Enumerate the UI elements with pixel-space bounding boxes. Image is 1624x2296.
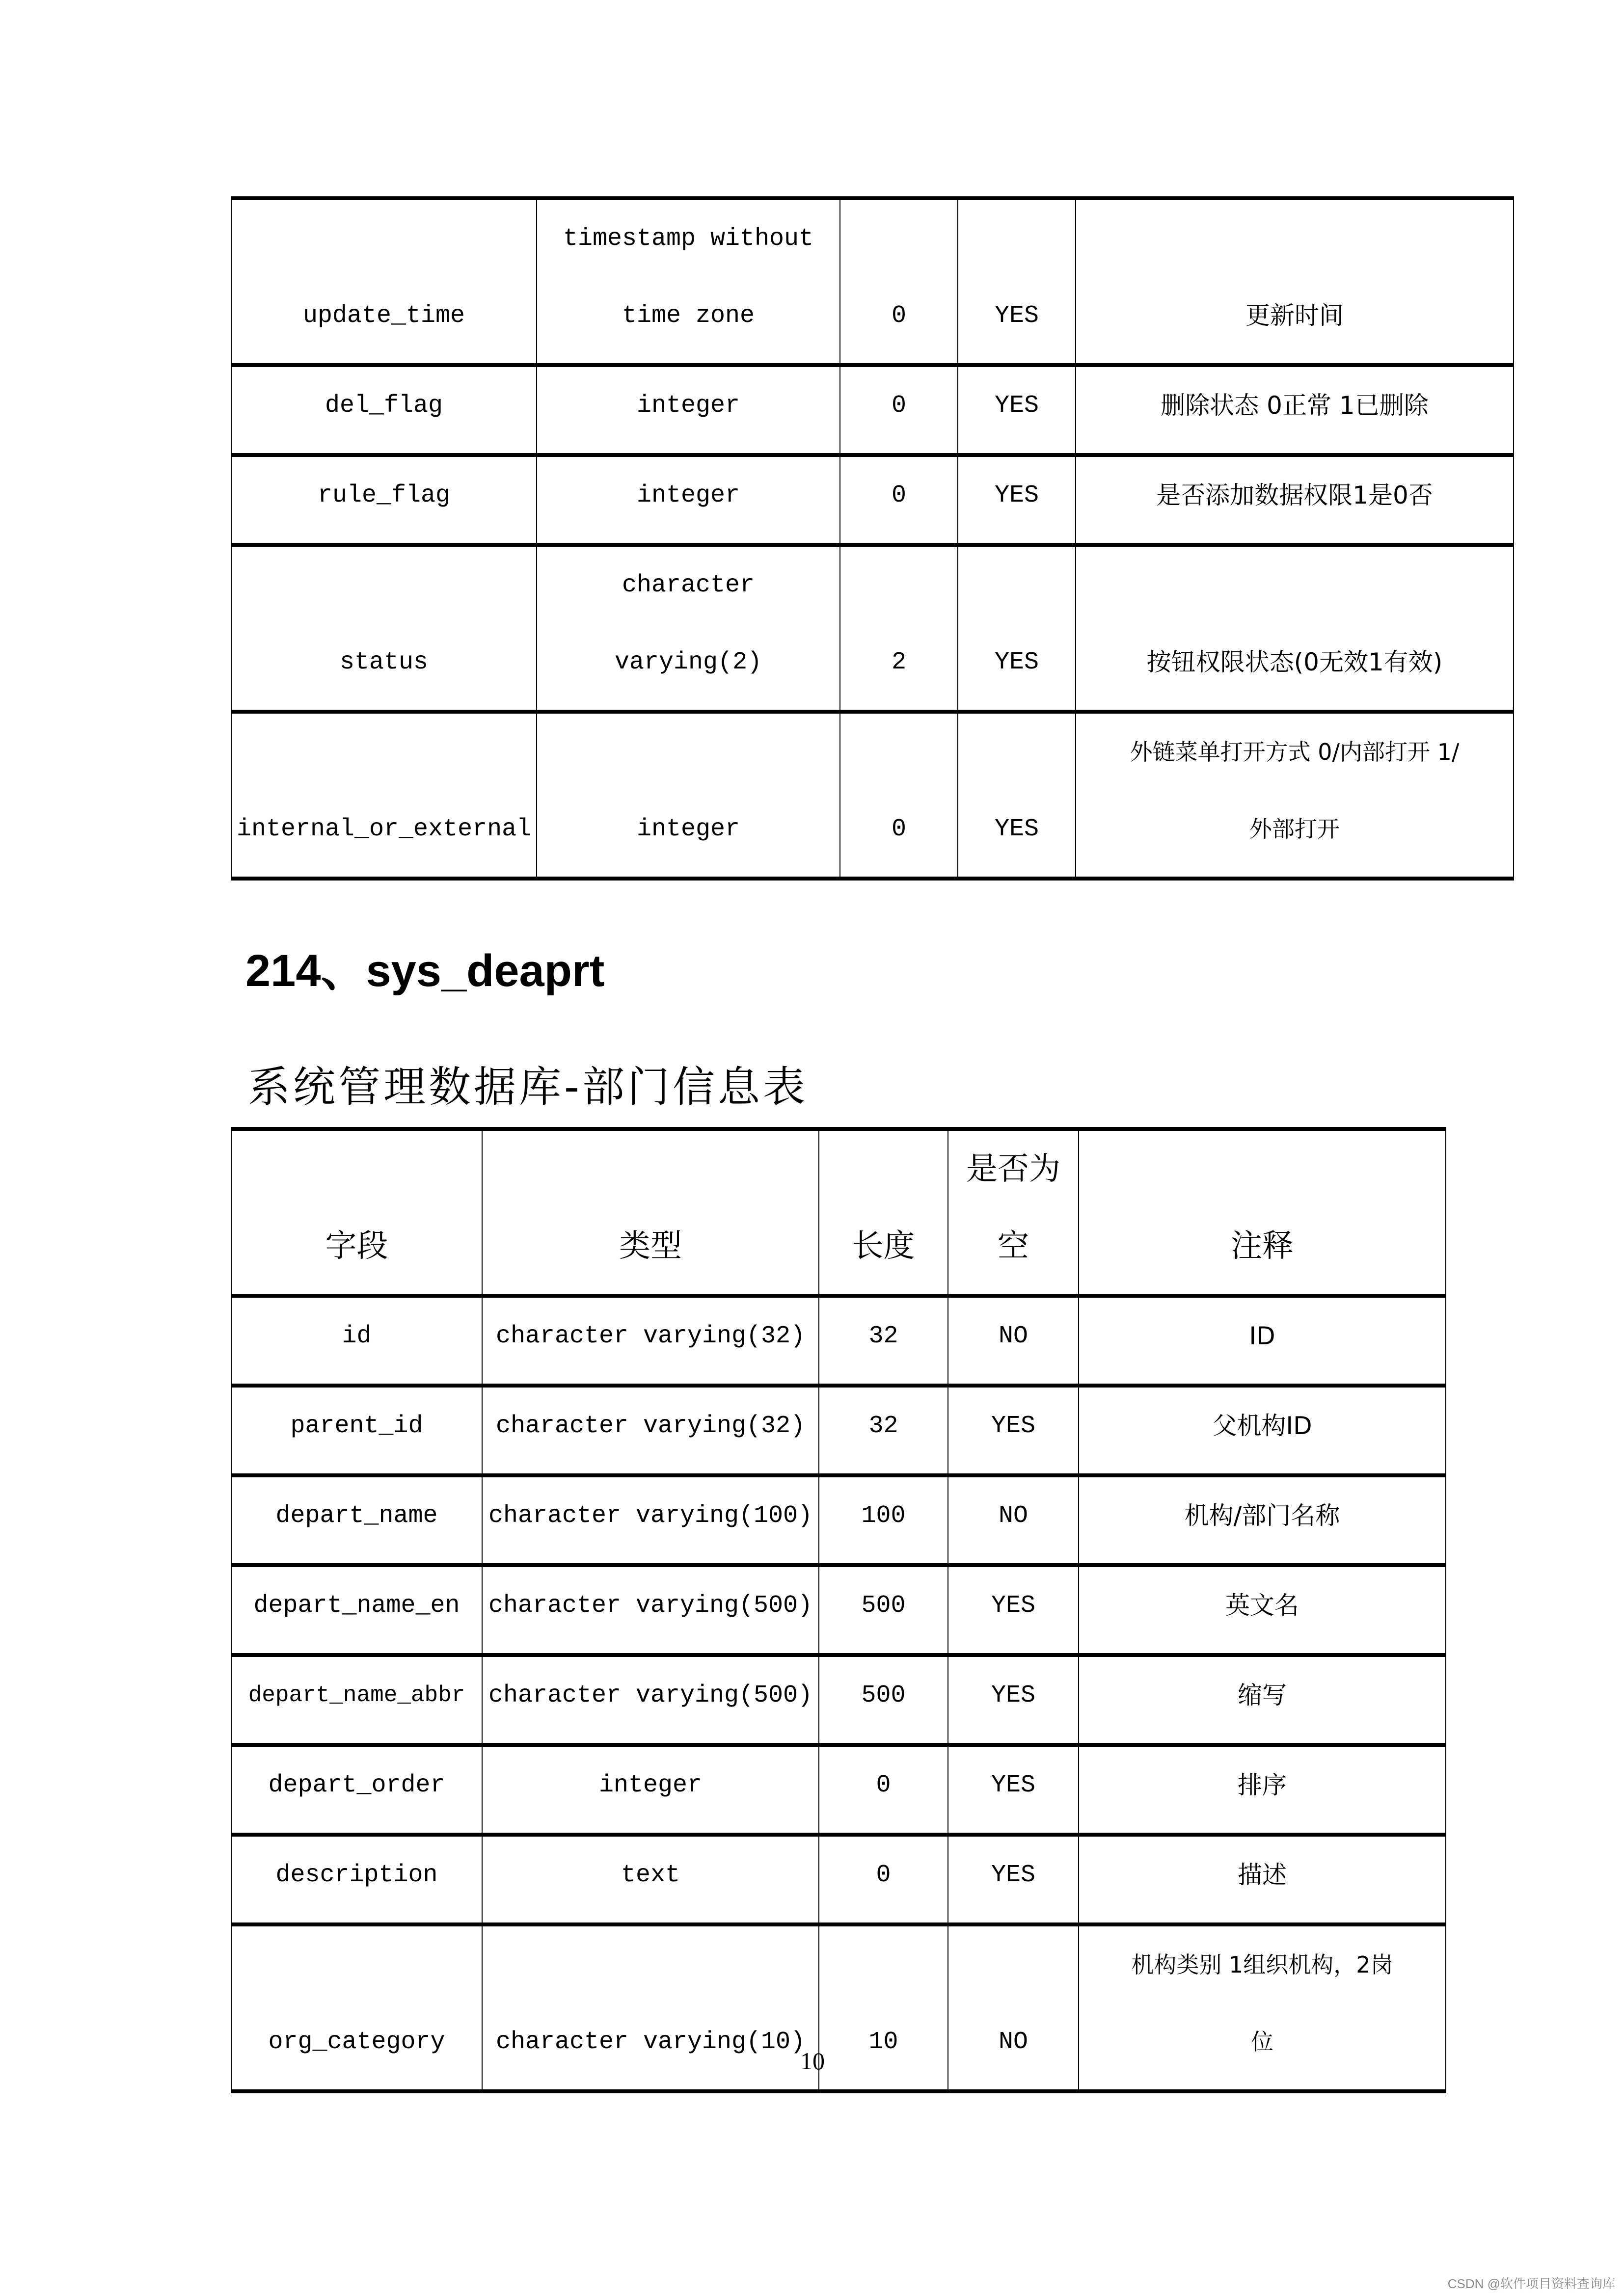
- field-cell: del_flag: [231, 365, 537, 455]
- comment-cell: 缩写: [1079, 1655, 1446, 1745]
- field-cell: update_time: [231, 198, 537, 365]
- field-cell: depart_name_abbr: [231, 1655, 482, 1745]
- table-row: [231, 1655, 1446, 1745]
- nullable-cell: YES: [958, 712, 1076, 879]
- length-cell: 500: [819, 1655, 948, 1745]
- field-cell: id: [231, 1296, 482, 1386]
- nullable-cell: YES: [948, 1655, 1079, 1745]
- length-cell: 32: [819, 1296, 948, 1386]
- table-title: 系统管理数据库-部门信息表: [248, 1063, 809, 1112]
- comment-cell: 机构类别 1组织机构，2岗 位: [1079, 1924, 1446, 2091]
- table-row: [231, 1386, 1446, 1475]
- length-cell: 0: [819, 1745, 948, 1835]
- type-cell: integer: [537, 455, 840, 545]
- comment-cell: 外链菜单打开方式 0/内部打开 1/ 外部打开: [1076, 712, 1514, 879]
- type-cell: character varying(500): [482, 1655, 819, 1745]
- menu-fields-table-continued: [231, 196, 1514, 881]
- table-header-row: [231, 1129, 1446, 1296]
- field-cell: org_category: [231, 1924, 482, 2091]
- field-cell: depart_name: [231, 1475, 482, 1565]
- table-row: [231, 198, 1514, 365]
- header-field: 字段: [231, 1129, 482, 1296]
- field-cell: depart_order: [231, 1745, 482, 1835]
- type-cell: character varying(100): [482, 1475, 819, 1565]
- nullable-cell: NO: [948, 1296, 1079, 1386]
- type-cell: character varying(32): [482, 1386, 819, 1475]
- nullable-cell: YES: [958, 545, 1076, 712]
- nullable-cell: YES: [948, 1835, 1079, 1924]
- section-heading: 214、sys_deaprt: [245, 946, 605, 996]
- length-cell: 0: [819, 1835, 948, 1924]
- page-number: 10: [800, 2047, 825, 2075]
- table-row: [231, 1745, 1446, 1835]
- type-cell: integer: [537, 365, 840, 455]
- nullable-cell: YES: [948, 1745, 1079, 1835]
- table-row: [231, 365, 1514, 455]
- field-cell: parent_id: [231, 1386, 482, 1475]
- comment-cell: 英文名: [1079, 1565, 1446, 1655]
- comment-cell: ID: [1079, 1296, 1446, 1386]
- length-cell: 0: [840, 198, 958, 365]
- table-row: [231, 545, 1514, 712]
- length-cell: 2: [840, 545, 958, 712]
- field-cell: description: [231, 1835, 482, 1924]
- table-row: [231, 1565, 1446, 1655]
- nullable-cell: YES: [958, 365, 1076, 455]
- length-cell: 32: [819, 1386, 948, 1475]
- table-row: [231, 712, 1514, 879]
- type-cell: character varying(500): [482, 1565, 819, 1655]
- length-cell: 10: [819, 1924, 948, 2091]
- length-cell: 0: [840, 712, 958, 879]
- comment-cell: 更新时间: [1076, 198, 1514, 365]
- length-cell: 0: [840, 455, 958, 545]
- field-cell: rule_flag: [231, 455, 537, 545]
- length-cell: 100: [819, 1475, 948, 1565]
- header-comment: 注释: [1079, 1129, 1446, 1296]
- type-cell: timestamp without time zone: [537, 198, 840, 365]
- header-nullable: 是否为 空: [948, 1129, 1079, 1296]
- type-cell: integer: [537, 712, 840, 879]
- field-cell: internal_or_external: [231, 712, 537, 879]
- type-cell: character varying(10): [482, 1924, 819, 2091]
- nullable-cell: NO: [948, 1924, 1079, 2091]
- comment-cell: 按钮权限状态(0无效1有效): [1076, 545, 1514, 712]
- header-type: 类型: [482, 1129, 819, 1296]
- length-cell: 500: [819, 1565, 948, 1655]
- field-cell: status: [231, 545, 537, 712]
- type-cell: integer: [482, 1745, 819, 1835]
- table-row: [231, 1475, 1446, 1565]
- nullable-cell: YES: [958, 455, 1076, 545]
- comment-cell: 描述: [1079, 1835, 1446, 1924]
- field-cell: depart_name_en: [231, 1565, 482, 1655]
- comment-cell: 父机构ID: [1079, 1386, 1446, 1475]
- nullable-cell: YES: [958, 198, 1076, 365]
- table-row: [231, 1296, 1446, 1386]
- comment-cell: 排序: [1079, 1745, 1446, 1835]
- type-cell: text: [482, 1835, 819, 1924]
- table-row: [231, 1835, 1446, 1924]
- comment-cell: 是否添加数据权限1是0否: [1076, 455, 1514, 545]
- sys-depart-table: [231, 1127, 1446, 2093]
- nullable-cell: YES: [948, 1565, 1079, 1655]
- header-length: 长度: [819, 1129, 948, 1296]
- table-row: [231, 455, 1514, 545]
- type-cell: character varying(2): [537, 545, 840, 712]
- comment-cell: 删除状态 0正常 1已删除: [1076, 365, 1514, 455]
- watermark: CSDN @软件项目资料查询库: [1447, 2276, 1615, 2291]
- nullable-cell: YES: [948, 1386, 1079, 1475]
- type-cell: character varying(32): [482, 1296, 819, 1386]
- comment-cell: 机构/部门名称: [1079, 1475, 1446, 1565]
- nullable-cell: NO: [948, 1475, 1079, 1565]
- length-cell: 0: [840, 365, 958, 455]
